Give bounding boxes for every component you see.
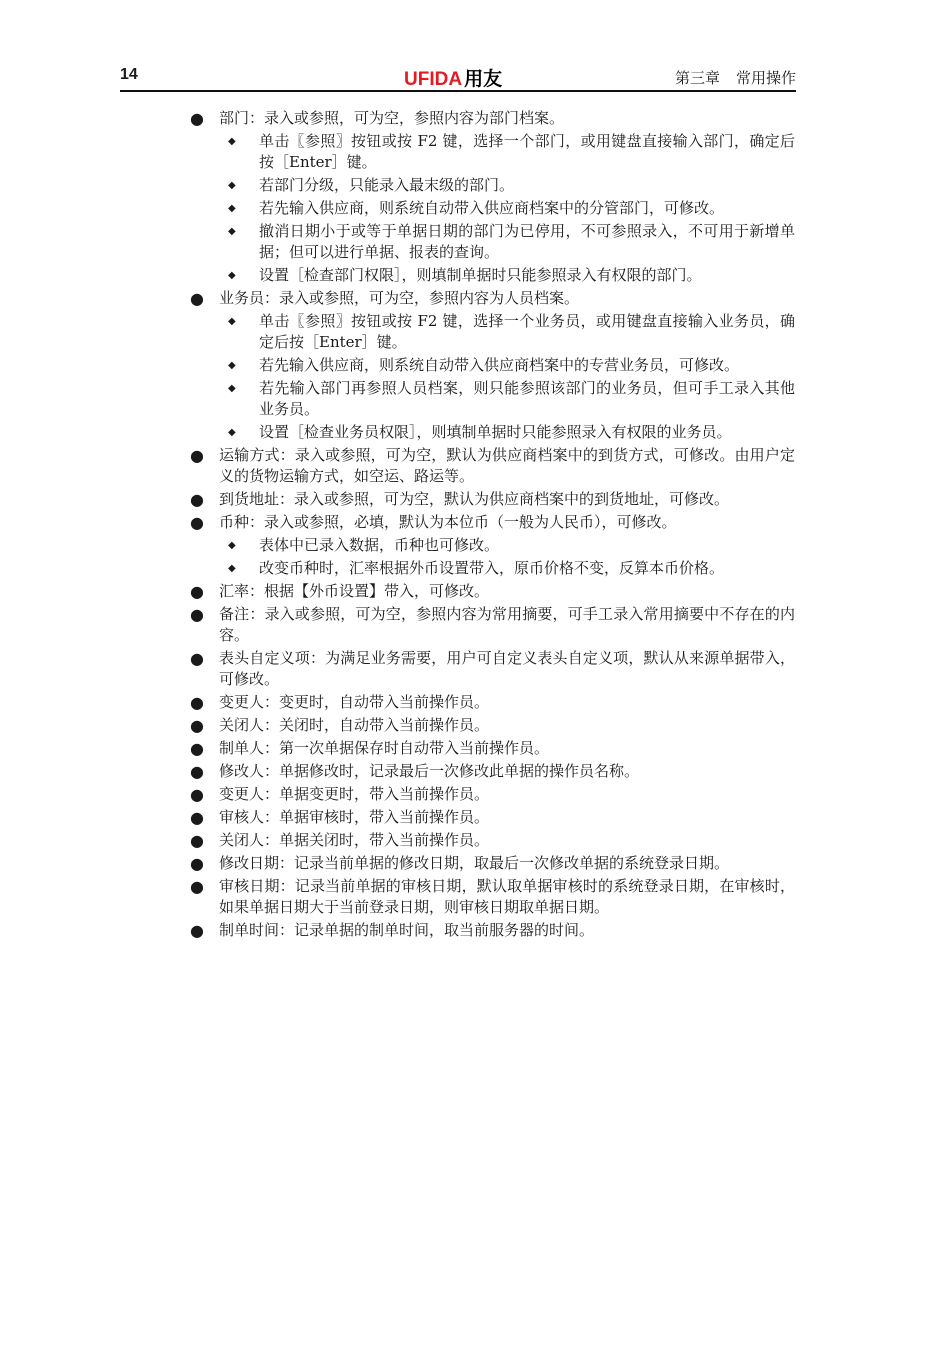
bullet-text: ● 汇率：根据【外币设置】带入，可修改。: [219, 582, 490, 600]
bullet-text: ● 制单人：第一次单据保存时自动带入当前操作员。: [219, 739, 550, 757]
ufida-logo: [404, 64, 502, 91]
bullet-text: ● 业务员：录入或参照，可为空，参照内容为人员档案。: [219, 289, 580, 307]
bullet-item: [189, 784, 795, 805]
bullet-text: ● 修改日期：记录当前单据的修改日期，取最后一次修改单据的系统登录日期。: [219, 854, 730, 872]
bullet-item: [189, 692, 795, 713]
page-header: [120, 64, 796, 92]
bullet-text: ● 运输方式：录入或参照，可为空，默认为供应商档案中的到货方式，可修改。由用户定义的货物运输方式，如空运、路运等。: [219, 446, 795, 485]
bullet-item: [189, 288, 795, 309]
sub-bullet-item: [189, 175, 795, 196]
sub-bullet-text: ◆ 撤消日期小于或等于单据日期的部门为已停用，不可参照录入，不可用于新增单据；但可以进行单据、报表的查询。: [259, 222, 795, 261]
bullet-item: [189, 445, 795, 487]
bullet-item: [189, 853, 795, 874]
sub-bullet-item: [189, 558, 795, 579]
bullet-item: [189, 807, 795, 828]
bullet-text: ● 备注：录入或参照，可为空，参照内容为常用摘要，可手工录入常用摘要中不存在的内容。: [219, 605, 795, 644]
sub-bullet-text: ◆ 若部门分级，只能录入最末级的部门。: [259, 176, 515, 194]
sub-bullet-text: ◆ 表体中已录入数据，币种也可修改。: [259, 536, 500, 554]
bullet-text: ● 关闭人：单据关闭时，带入当前操作员。: [219, 831, 490, 849]
sub-bullet-item: [189, 355, 795, 376]
bullet-item: [189, 715, 795, 736]
bullet-text: ● 到货地址：录入或参照，可为空，默认为供应商档案中的到货地址，可修改。: [219, 490, 730, 508]
sub-bullet-item: [189, 221, 795, 263]
sub-bullet-item: [189, 535, 795, 556]
sub-bullet-item: [189, 265, 795, 286]
bullet-text: ● 制单时间：记录单据的制单时间，取当前服务器的时间。: [219, 921, 595, 939]
bullet-item: [189, 648, 795, 690]
sub-bullet-text: ◆ 设置［检查业务员权限］，则填制单据时只能参照录入有权限的业务员。: [259, 423, 732, 441]
bullet-item: [189, 581, 795, 602]
chapter-title: 常用操作: [735, 69, 796, 87]
logo-text-en: UFIDA: [404, 69, 463, 90]
sub-bullet-text: ◆ 若先输入供应商，则系统自动带入供应商档案中的专营业务员，可修改。: [259, 356, 740, 374]
bullet-item: [189, 830, 795, 851]
bullet-text: ● 修改人：单据修改时，记录最后一次修改此单据的操作员名称。: [219, 762, 640, 780]
bullet-text: ● 审核人：单据审核时，带入当前操作员。: [219, 808, 490, 826]
bullet-text: ● 关闭人：关闭时，自动带入当前操作员。: [219, 716, 490, 734]
bullet-text: ● 变更人：单据变更时，带入当前操作员。: [219, 785, 490, 803]
bullet-item: [189, 761, 795, 782]
chapter-number: 第三章: [674, 69, 720, 87]
sub-bullet-text: ◆ 若先输入部门再参照人员档案，则只能参照该部门的业务员，但可手工录入其他业务员。: [259, 379, 795, 418]
sub-bullet-item: [189, 198, 795, 219]
sub-bullet-text: ◆ 单击〖参照〗按钮或按 F2 键，选择一个部门，或用键盘直接输入部门，确定后按［Enter］键。: [259, 132, 795, 171]
sub-bullet-text: ◆ 单击〖参照〗按钮或按 F2 键，选择一个业务员，或用键盘直接输入业务员，确定后按［Enter］键。: [259, 312, 795, 351]
bullet-item: [189, 512, 795, 533]
bullet-text: ● 变更人：变更时，自动带入当前操作员。: [219, 693, 490, 711]
bullet-item: [189, 489, 795, 510]
chapter-heading: [675, 67, 796, 88]
page-number: 14: [120, 66, 138, 83]
document-body: [189, 108, 795, 943]
sub-bullet-text: ◆ 若先输入供应商，则系统自动带入供应商档案中的分管部门，可修改。: [259, 199, 725, 217]
sub-bullet-item: [189, 422, 795, 443]
bullet-text: ● 币种：录入或参照，必填，默认为本位币（一般为人民币），可修改。: [219, 513, 677, 531]
sub-bullet-item: [189, 378, 795, 420]
bullet-item: [189, 604, 795, 646]
bullet-item: [189, 920, 795, 941]
sub-bullet-item: [189, 131, 795, 173]
bullet-item: [189, 738, 795, 759]
bullet-item: [189, 108, 795, 129]
bullet-text: ● 审核日期：记录当前单据的审核日期，默认取单据审核时的系统登录日期，在审核时，如果单据日期大于当前登录日期，则审核日期取单据日期。: [219, 877, 795, 916]
logo-text-cn: 用友: [464, 69, 503, 90]
sub-bullet-item: [189, 311, 795, 353]
sub-bullet-text: ◆ 改变币种时，汇率根据外币设置带入，原币价格不变，反算本币价格。: [259, 559, 725, 577]
bullet-item: [189, 876, 795, 918]
sub-bullet-text: ◆ 设置［检查部门权限］，则填制单据时只能参照录入有权限的部门。: [259, 266, 702, 284]
bullet-text: ● 表头自定义项：为满足业务需要，用户可自定义表头自定义项，默认从来源单据带入，可修改。: [219, 649, 795, 688]
bullet-text: ● 部门：录入或参照，可为空，参照内容为部门档案。: [219, 109, 565, 127]
